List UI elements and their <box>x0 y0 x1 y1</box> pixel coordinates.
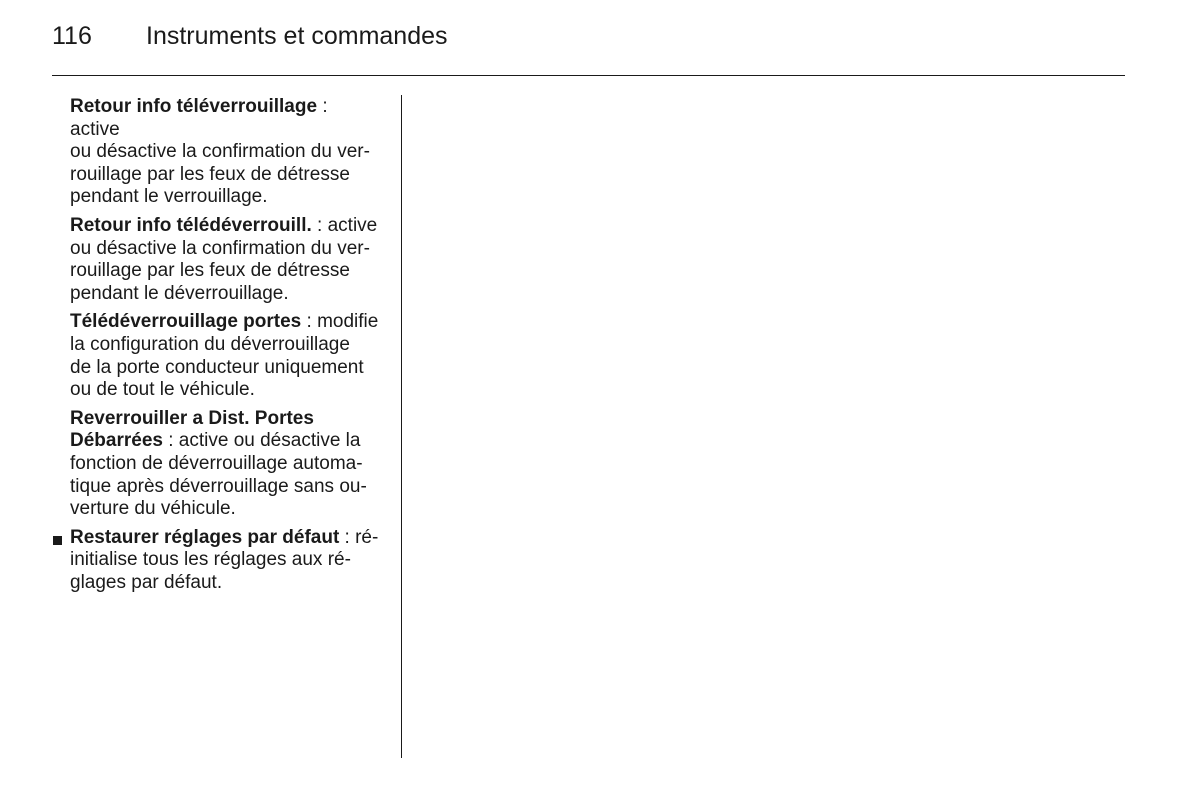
entry-term: Restaurer réglages par défaut <box>70 526 340 548</box>
entry-text-line: initialise tous les réglages aux ré- <box>70 549 351 571</box>
entry-text-line: ou désactive la confirmation du ver- <box>70 237 370 259</box>
entry-reverrouiller-a-dist <box>70 408 382 521</box>
entry-text-line: verture du véhicule. <box>70 498 236 520</box>
header-rule <box>52 75 1125 76</box>
entry-text-line: pendant le déverrouillage. <box>70 282 289 304</box>
entry-text-line: ou désactive la confirmation du ver- <box>70 141 370 163</box>
entry-text-line: : modifie <box>301 311 379 333</box>
entry-text-line: rouillage par les feux de détresse <box>70 163 350 185</box>
entry-text-line: tique après déverrouillage sans ou- <box>70 475 367 497</box>
entry-text-line: : active <box>70 96 328 140</box>
entry-term: Télédéverrouillage portes <box>70 311 302 333</box>
entry-term: Retour info télédéverrouill. <box>70 214 312 236</box>
column-divider <box>401 95 402 758</box>
entry-text-line: : active ou désactive la <box>162 430 361 452</box>
entry-text-line: la configuration du déverrouillage <box>70 333 350 355</box>
entry-retour-info-teledeverrouill <box>70 215 382 305</box>
entry-text-line: ou de tout le véhicule. <box>70 379 255 401</box>
entry-restaurer-reglages <box>70 527 382 595</box>
entry-term: Retour info téléverrouillage <box>70 96 318 117</box>
square-bullet-icon <box>53 536 62 545</box>
entry-text-line: pendant le verrouillage. <box>70 186 268 208</box>
page-header <box>52 22 448 62</box>
entry-term: Reverrouiller a Dist. Portes <box>70 407 314 429</box>
page-number: 116 <box>52 22 92 50</box>
entry-text-line: : ré- <box>339 526 379 548</box>
entry-retour-info-televerrouillage <box>70 96 382 209</box>
entry-text-line: rouillage par les feux de détresse <box>70 260 350 282</box>
entry-text-line: de la porte conducteur uniquement <box>70 356 364 378</box>
entry-teledeverrouillage-portes <box>70 311 382 401</box>
entry-text-line: glages par défaut. <box>70 571 223 593</box>
page-title: Instruments et commandes <box>146 22 448 50</box>
entry-text-line: : active <box>311 214 378 236</box>
entry-term: Débarrées <box>70 430 163 452</box>
left-column <box>70 96 382 600</box>
entry-text-line: fonction de déverrouillage automa- <box>70 452 363 474</box>
